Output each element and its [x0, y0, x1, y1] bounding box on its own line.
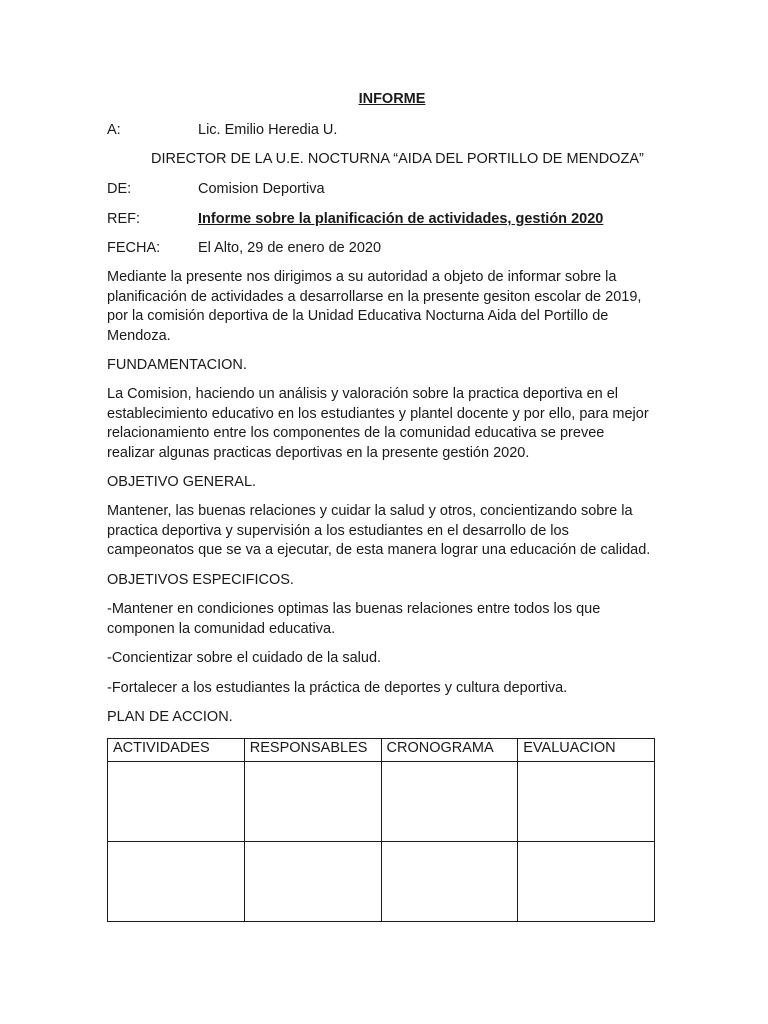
paragraph-line: realizar algunas practicas deportivas en la presente gestión 2020. — [107, 444, 530, 461]
objetivo-especifico-1 — [107, 600, 687, 639]
ref-row — [107, 211, 603, 227]
table-cell — [518, 762, 655, 842]
table-cell — [108, 762, 245, 842]
document-title: INFORME — [358, 91, 426, 107]
column-header-responsables: RESPONSABLES — [244, 739, 381, 762]
paragraph-line: planificación de actividades a desarrollarse en la presente gesiton escolar de 2019, — [107, 288, 642, 305]
plan-table — [107, 738, 655, 922]
ref-value: Informe sobre la planificación de actividades, gestión 2020 — [198, 211, 604, 227]
paragraph-line: Mantener, las buenas relaciones y cuidar la salud y otros, concientizando sobre la — [107, 503, 633, 519]
objetivo-especifico-3: -Fortalecer a los estudiantes la práctica de deportes y cultura deportiva. — [107, 680, 568, 696]
table-cell — [381, 762, 518, 842]
paragraph-line: Mediante la presente nos dirigimos a su autoridad a objeto de informar sobre la — [107, 269, 617, 285]
paragraph-line: practica deportiva y supervisión a los estudiantes en el desarrollo de los — [107, 522, 569, 539]
intro-paragraph — [107, 268, 687, 346]
paragraph-line: establecimiento educativo en los estudiantes y plantel docente y por ello, para mejor — [107, 405, 649, 422]
objetivo-general-heading: OBJETIVO GENERAL. — [107, 474, 257, 490]
table-header-row — [108, 739, 655, 762]
paragraph-line: por la comisión deportiva de la Unidad Educativa Nocturna Aida del Portillo de — [107, 308, 609, 324]
fundamentacion-paragraph — [107, 385, 687, 463]
to-label: A: — [107, 122, 121, 138]
table-cell — [381, 842, 518, 922]
from-row — [107, 181, 325, 197]
fundamentacion-heading: FUNDAMENTACION. — [107, 357, 247, 373]
paragraph-line: Mendoza. — [107, 327, 171, 344]
date-row — [107, 240, 381, 256]
table-cell — [244, 762, 381, 842]
table-cell — [244, 842, 381, 922]
paragraph-line: campeonatos que se va a ejecutar, de esta manera lograr una educación de calidad. — [107, 542, 651, 558]
table-row — [108, 842, 655, 922]
column-header-cronograma: CRONOGRAMA — [381, 739, 518, 762]
paragraph-line: La Comision, haciendo un análisis y valoración sobre la practica deportiva en el — [107, 386, 619, 402]
from-label: DE: — [107, 181, 132, 197]
from-value: Comision Deportiva — [198, 181, 325, 197]
column-header-actividades: ACTIVIDADES — [108, 739, 245, 762]
objetivos-especificos-heading: OBJETIVOS ESPECIFICOS. — [107, 572, 294, 588]
plan-heading: PLAN DE ACCION. — [107, 709, 233, 725]
to-value: Lic. Emilio Heredia U. — [198, 122, 338, 138]
date-label: FECHA: — [107, 240, 161, 256]
table-cell — [518, 842, 655, 922]
objetivo-especifico-2: -Concientizar sobre el cuidado de la salud. — [107, 650, 382, 666]
date-value: El Alto, 29 de enero de 2020 — [198, 240, 382, 256]
objetivo-general-paragraph — [107, 502, 687, 561]
column-header-evaluacion: EVALUACION — [518, 739, 655, 762]
paragraph-line: -Mantener en condiciones optimas las buenas relaciones entre todos los que — [107, 601, 601, 617]
director-line: DIRECTOR DE LA U.E. NOCTURNA “AIDA DEL PORTILLO DE MENDOZA” — [151, 151, 644, 167]
to-row — [107, 122, 337, 138]
paragraph-line: relacionamiento entre los componentes de la comunidad educativa se prevee — [107, 425, 605, 441]
ref-label: REF: — [107, 211, 141, 227]
table-cell — [108, 842, 245, 922]
table-row — [108, 762, 655, 842]
paragraph-line: componen la comunidad educativa. — [107, 620, 336, 637]
